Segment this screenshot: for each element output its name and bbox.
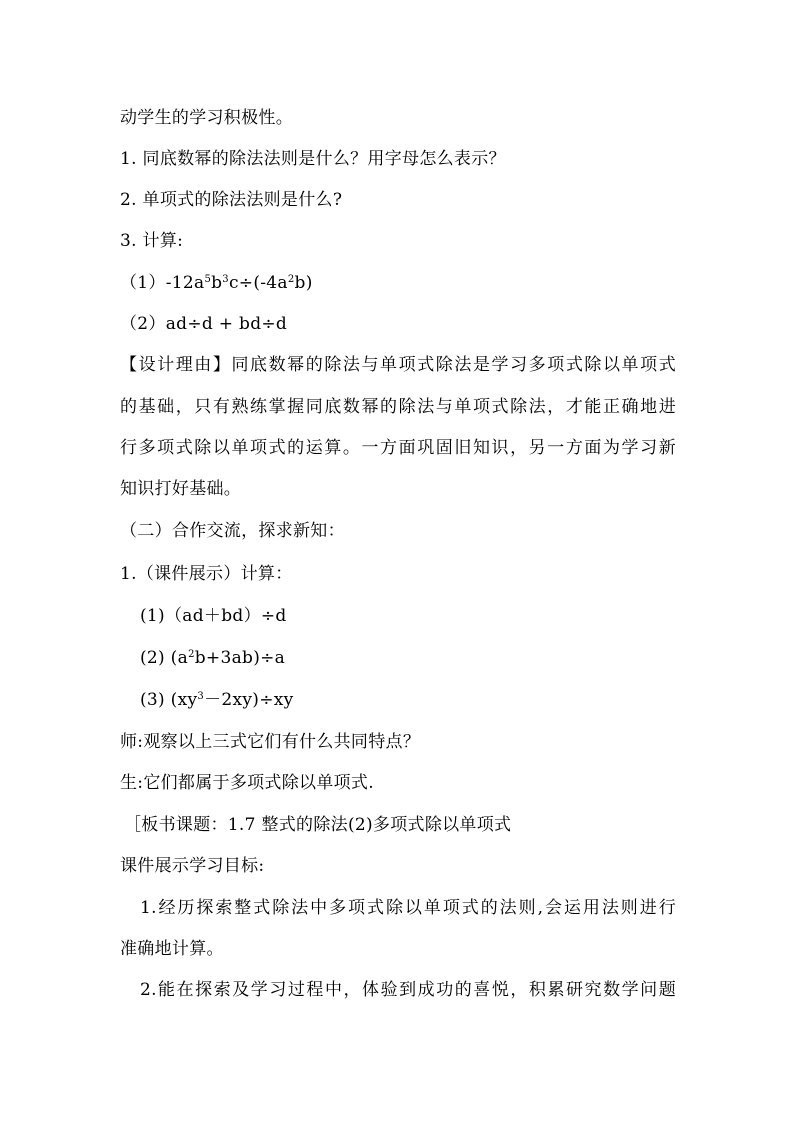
courseware-calc-title: 1.（课件展示）计算： bbox=[120, 564, 293, 584]
question-1: 1. 同底数幂的除法法则是什么？用字母怎么表示？ bbox=[120, 149, 506, 169]
question-2: 2. 单项式的除法法则是什么? bbox=[120, 190, 343, 210]
courseware-calc-2 bbox=[140, 648, 285, 668]
expr-part: (3) (xy bbox=[140, 690, 198, 710]
design-reason-line-4: 知识打好基础。 bbox=[120, 479, 242, 499]
exponent: 2 bbox=[188, 649, 195, 660]
design-reason-line-1: 【设计理由】同底数幂的除法与单项式除法是学习多项式除以单项式 bbox=[120, 355, 676, 375]
question-3: 3. 计算: bbox=[120, 231, 184, 251]
objectives-heading: 课件展示学习目标: bbox=[120, 856, 265, 876]
exponent: 3 bbox=[222, 274, 229, 285]
expr-part: b bbox=[211, 273, 223, 293]
exponent: 2 bbox=[287, 274, 295, 285]
courseware-calc-3 bbox=[140, 690, 294, 710]
board-title: ［板书课题：1.7 整式的除法(2)多项式除以单项式 bbox=[124, 815, 512, 835]
teacher-line: 师:观察以上三式它们有什么共同特点？ bbox=[120, 732, 421, 752]
expr-part: b) bbox=[294, 273, 313, 293]
calc-item-1 bbox=[120, 273, 313, 293]
expr-part: (2) (a bbox=[140, 648, 189, 668]
expr-part: c÷(-4a bbox=[228, 273, 288, 293]
design-reason-line-3: 行多项式除以单项式的运算。一方面巩固旧知识，另一方面为学习新 bbox=[120, 438, 676, 458]
objective-2-line-1: 2.能在探索及学习过程中，体验到成功的喜悦，积累研究数学问题 bbox=[140, 980, 676, 1000]
courseware-calc-1: (1)（ad＋bd）÷d bbox=[140, 606, 287, 626]
student-line: 生:它们都属于多项式除以单项式. bbox=[120, 773, 374, 793]
exponent: 5 bbox=[204, 274, 212, 285]
objective-1-line-2: 准确地计算。 bbox=[120, 939, 224, 959]
objective-1-line-1: 1.经历探索整式除法中多项式除以单项式的法则,会运用法则进行 bbox=[140, 898, 676, 918]
exponent: 3 bbox=[197, 691, 205, 702]
expr-part: －2xy)÷xy bbox=[204, 690, 294, 710]
design-reason-line-2: 的基础，只有熟练掌握同底数幂的除法与单项式除法，才能正确地进 bbox=[120, 397, 676, 417]
expr-part: （1）-12a bbox=[120, 273, 205, 293]
section-heading: （二）合作交流，探求新知： bbox=[120, 521, 345, 541]
calc-item-2: （2）ad÷d + bd÷d bbox=[120, 314, 288, 334]
paragraph-line: 动学生的学习积极性。 bbox=[120, 108, 293, 128]
expr-part: b+3ab)÷a bbox=[194, 648, 286, 668]
